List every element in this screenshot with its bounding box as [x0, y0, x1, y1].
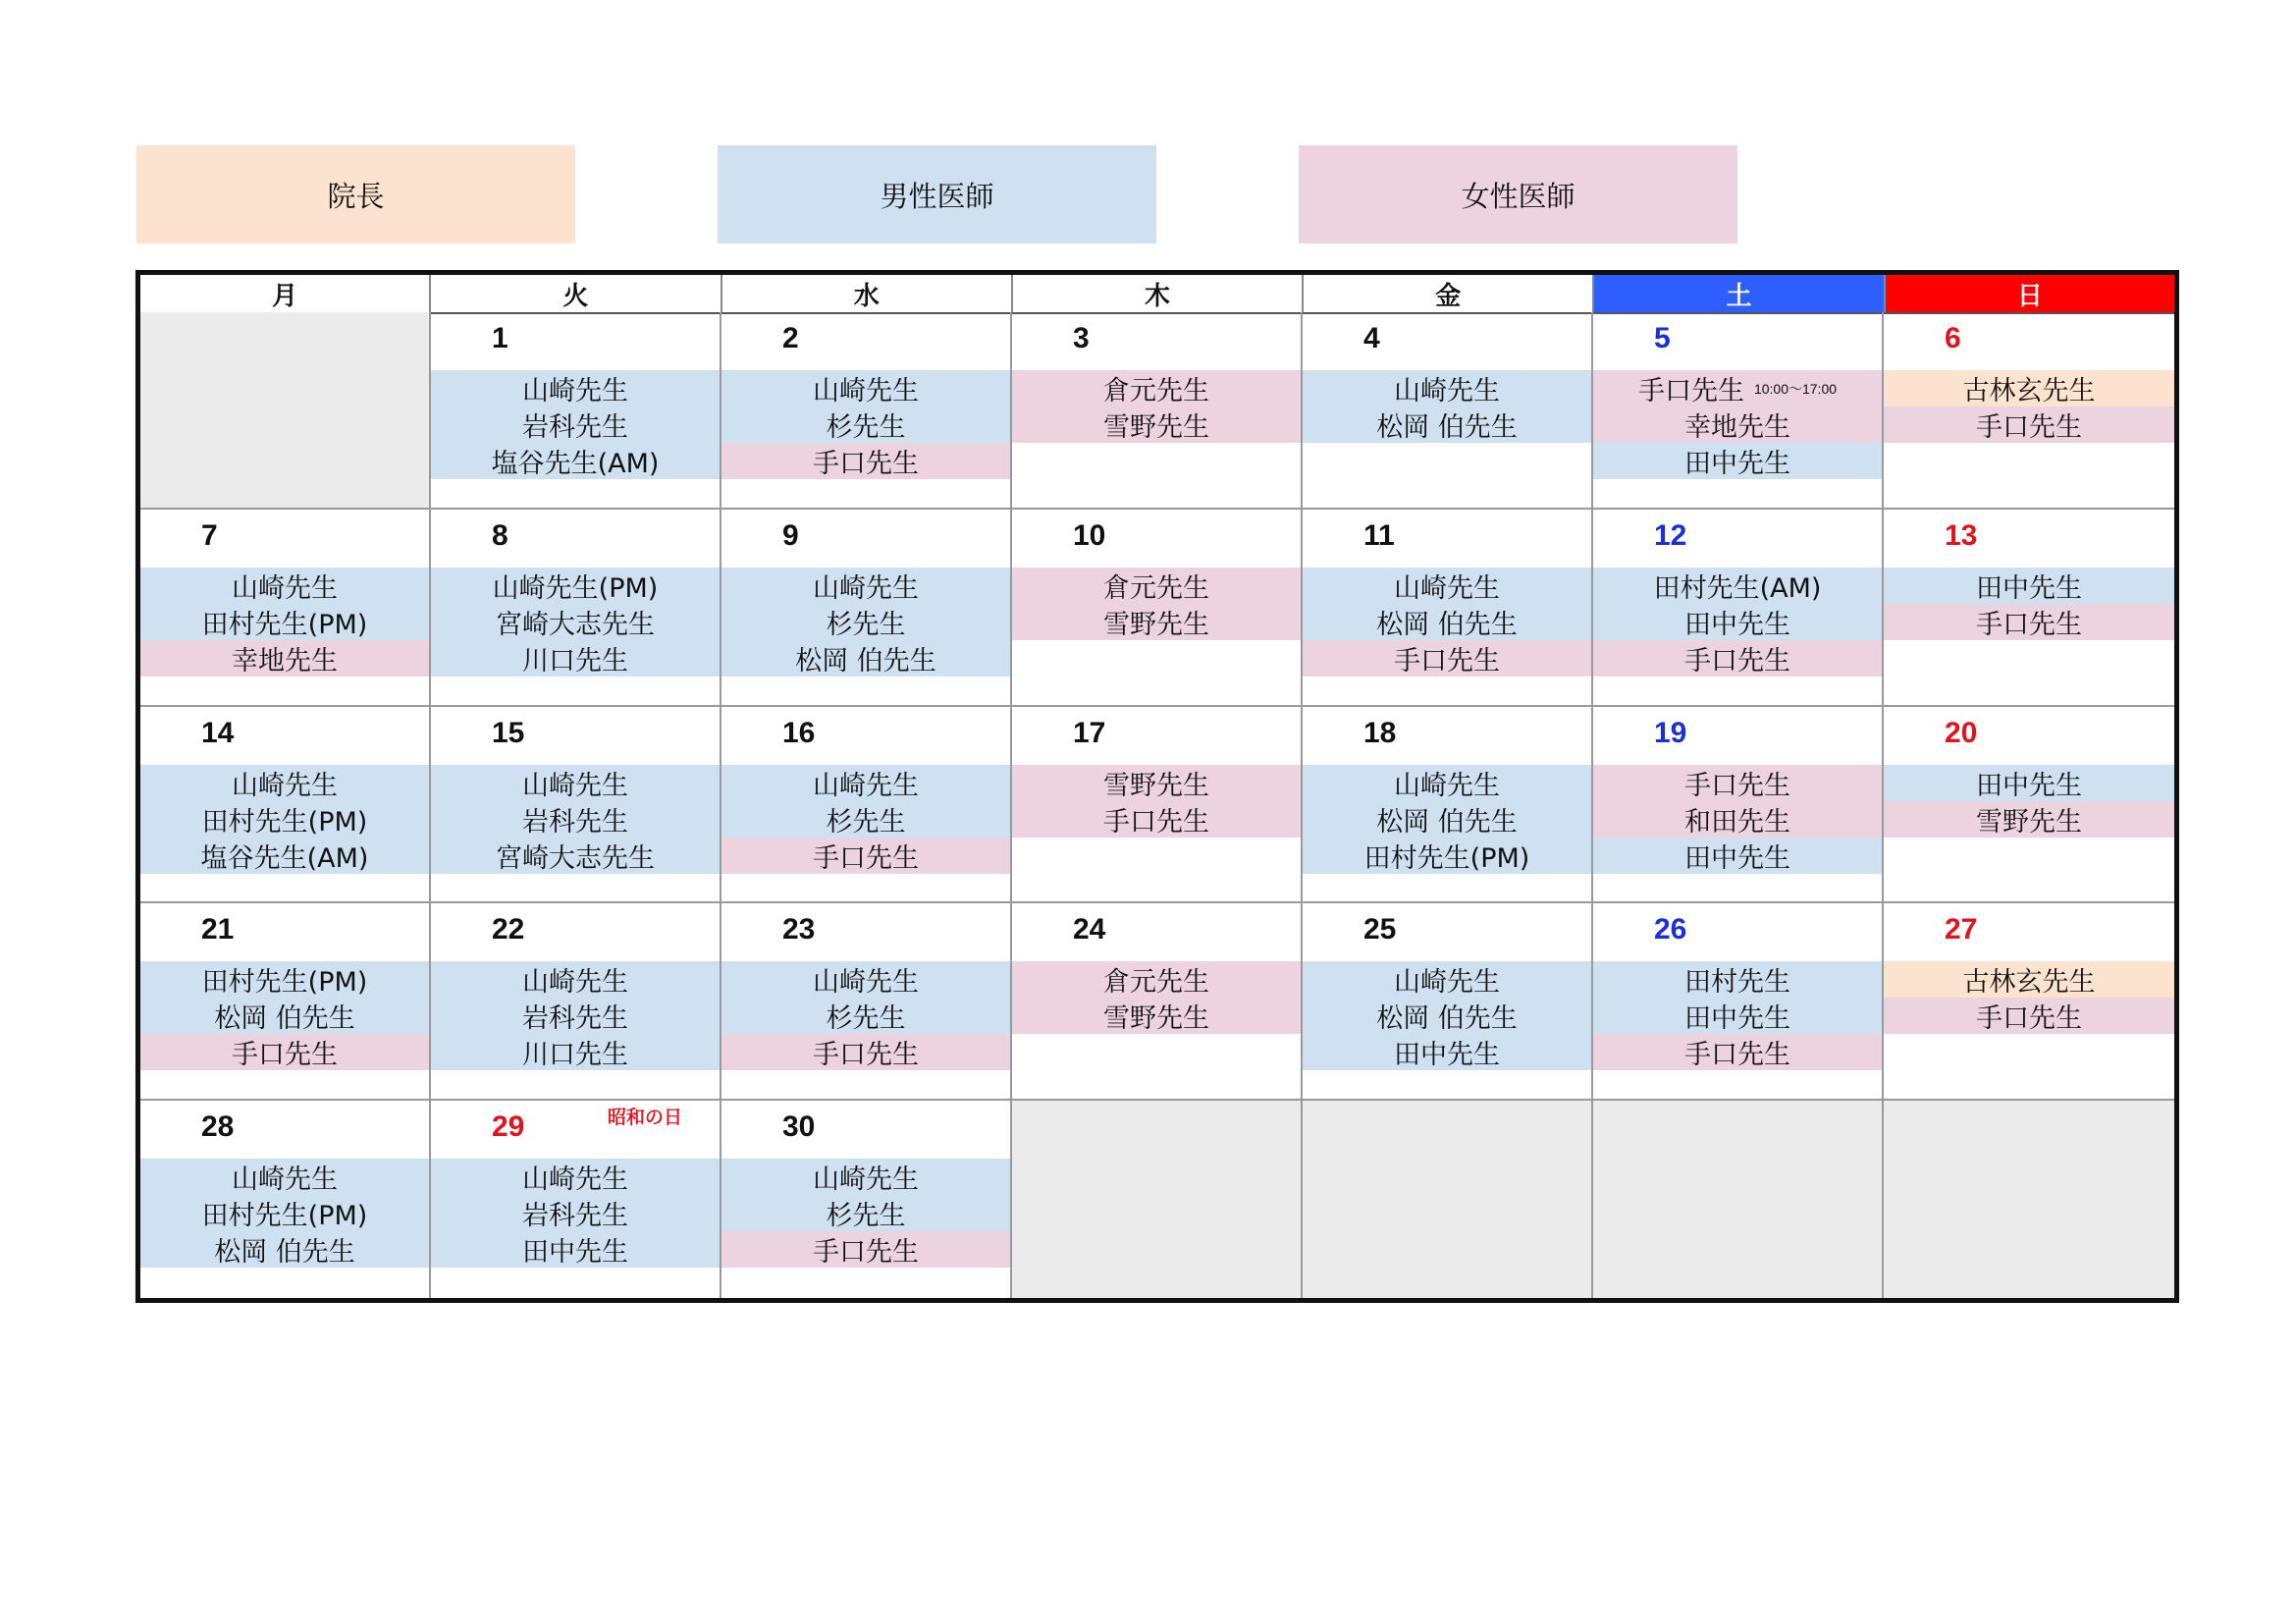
doctor-entry [431, 370, 720, 406]
doctor-name: 幸地先生 [232, 645, 338, 676]
doctor-name: 田村先生(PM) [201, 1201, 368, 1232]
doctor-entry [140, 1159, 429, 1195]
day-cell [1593, 707, 1884, 904]
day-cell [431, 1101, 721, 1298]
doctor-entry [1593, 1034, 1882, 1070]
doctor-entry [140, 568, 429, 604]
doctor-name: 手口先生 [1394, 645, 1500, 676]
doctor-name: 田村先生(PM) [201, 967, 368, 999]
doctor-name: 山崎先生 [522, 1164, 628, 1196]
doctor-name: 山崎先生 [232, 572, 338, 604]
doctor-name: 手口先生 [813, 842, 919, 874]
day-cell [1303, 312, 1593, 510]
doctor-entry [1303, 1034, 1591, 1070]
doctor-entry [140, 998, 429, 1034]
day-cell [140, 510, 431, 707]
weekday-fri: 金 [1304, 275, 1594, 312]
day-cell [1884, 510, 2174, 707]
day-number: 18 [1363, 716, 1397, 749]
doctor-name: 山崎先生 [1394, 572, 1500, 604]
doctor-entry [721, 1034, 1010, 1070]
doctor-name: 松岡 伯先生 [1376, 1003, 1518, 1035]
day-cell [1593, 510, 1884, 707]
doctor-name: 宮崎大志先生 [496, 842, 655, 874]
day-number: 6 [1945, 322, 1961, 354]
hours-note: 10:00～17:00 [1753, 380, 1838, 397]
doctor-name: 雪野先生 [1976, 806, 2082, 838]
day-cell [1884, 707, 2174, 904]
doctor-list [721, 765, 1010, 874]
doctor-name: 杉先生 [826, 1003, 906, 1035]
doctor-name: 山崎先生 [232, 1164, 338, 1196]
empty-day-cell [140, 312, 431, 510]
doctor-entry [140, 961, 429, 998]
doctor-entry [1012, 370, 1301, 406]
doctor-name: 山崎先生 [1394, 967, 1500, 999]
doctor-name: 雪野先生 [1103, 412, 1209, 443]
doctor-list [1593, 961, 1882, 1070]
doctor-entry [1884, 765, 2174, 801]
day-cell [1303, 510, 1593, 707]
doctor-name: 手口先生 [813, 449, 919, 479]
doctor-name: 田村先生(PM) [1363, 842, 1530, 874]
weekday-tue: 火 [431, 275, 721, 312]
doctor-entry [721, 801, 1010, 838]
doctor-list [1303, 370, 1591, 443]
doctor-name: 松岡 伯先生 [1376, 806, 1518, 838]
doctor-entry [431, 998, 720, 1034]
weekday-sun: 日 [1886, 275, 2174, 312]
day-cell [1884, 903, 2174, 1101]
doctor-entry [1303, 640, 1591, 676]
doctor-list [1303, 568, 1591, 676]
doctor-name: 岩科先生 [522, 806, 628, 838]
empty-day-cell [1884, 1101, 2174, 1298]
day-number: 28 [201, 1110, 235, 1144]
day-number: 11 [1363, 518, 1395, 552]
day-cell [721, 707, 1012, 904]
doctor-name: 田村先生(PM) [201, 609, 368, 640]
doctor-name: 山崎先生 [522, 376, 628, 406]
day-number: 26 [1654, 913, 1687, 947]
doctor-entry [1593, 765, 1882, 801]
day-number: 19 [1654, 716, 1687, 749]
doctor-list [431, 370, 720, 479]
doctor-entry [1884, 568, 2174, 604]
doctor-list [140, 961, 429, 1070]
doctor-list [431, 765, 720, 874]
doctor-name: 雪野先生 [1103, 770, 1209, 801]
doctor-list [140, 1159, 429, 1268]
doctor-list [431, 961, 720, 1070]
day-cell [1884, 312, 2174, 510]
doctor-entry [1593, 568, 1882, 604]
doctor-entry [1593, 801, 1882, 838]
day-cell [1012, 312, 1303, 510]
doctor-name: 杉先生 [826, 1201, 906, 1232]
doctor-entry [1884, 370, 2174, 406]
doctor-entry [1303, 961, 1591, 998]
doctor-entry [431, 568, 720, 604]
doctor-name: 山崎先生 [1394, 770, 1500, 801]
doctor-entry [140, 838, 429, 874]
day-cell [1593, 903, 1884, 1101]
doctor-name: 手口先生 [1684, 1040, 1790, 1071]
doctor-entry [721, 604, 1010, 640]
doctor-list [431, 1159, 720, 1268]
doctor-entry [1303, 998, 1591, 1034]
doctor-entry [721, 1195, 1010, 1231]
doctor-name: 宮崎大志先生 [496, 609, 655, 640]
doctor-entry [431, 765, 720, 801]
doctor-entry [1593, 640, 1882, 676]
empty-day-cell [1593, 1101, 1884, 1298]
doctor-list [721, 568, 1010, 676]
doctor-name: 松岡 伯先生 [214, 1237, 355, 1269]
day-number: 17 [1073, 716, 1106, 749]
holiday-label: 昭和の日 [608, 1107, 683, 1129]
day-number: 10 [1073, 518, 1106, 552]
day-cell [431, 510, 721, 707]
doctor-entry [721, 370, 1010, 406]
doctor-name: 杉先生 [826, 412, 906, 443]
doctor-name: 松岡 伯先生 [795, 645, 936, 676]
day-cell [431, 312, 721, 510]
doctor-entry [431, 406, 720, 443]
doctor-name: 田中先生 [1684, 609, 1790, 640]
doctor-list [431, 568, 720, 676]
doctor-entry [1593, 838, 1882, 874]
empty-day-cell [1303, 1101, 1593, 1298]
doctor-entry [140, 1195, 429, 1231]
weekday-mon: 月 [140, 275, 431, 312]
doctor-entry [721, 568, 1010, 604]
doctor-entry [721, 838, 1010, 874]
doctor-entry [140, 801, 429, 838]
day-cell [1593, 312, 1884, 510]
doctor-name: 山崎先生 [813, 967, 919, 999]
doctor-entry [1593, 406, 1882, 443]
doctor-name: 山崎先生 [522, 770, 628, 801]
doctor-name: 田村先生 [1684, 967, 1790, 999]
day-cell [431, 903, 721, 1101]
doctor-entry [721, 443, 1010, 479]
doctor-name: 田中先生 [1976, 572, 2082, 604]
doctor-name: 田村先生(AM) [1653, 572, 1822, 604]
doctor-list [1012, 765, 1301, 838]
day-number: 22 [492, 913, 525, 947]
calendar-grid [140, 312, 2174, 1298]
doctor-entry [431, 961, 720, 998]
doctor-entry [431, 801, 720, 838]
doctor-entry [1012, 568, 1301, 604]
doctor-list [1593, 370, 1882, 479]
legend-label: 女性医師 [1461, 179, 1575, 213]
empty-day-cell [1012, 1101, 1303, 1298]
doctor-entry [431, 1195, 720, 1231]
doctor-entry [721, 998, 1010, 1034]
doctor-list [721, 1159, 1010, 1268]
doctor-name: 雪野先生 [1103, 1003, 1209, 1035]
doctor-entry [140, 1231, 429, 1268]
doctor-entry [1303, 568, 1591, 604]
doctor-name: 山崎先生 [232, 770, 338, 801]
day-number: 30 [782, 1110, 816, 1144]
doctor-name: 田中先生 [522, 1237, 628, 1269]
weekday-sat: 土 [1594, 275, 1885, 312]
day-number: 25 [1363, 913, 1397, 947]
doctor-name: 田中先生 [1684, 449, 1790, 479]
doctor-entry [1884, 961, 2174, 998]
doctor-entry [721, 640, 1010, 676]
day-number: 21 [201, 913, 235, 947]
doctor-entry [721, 1231, 1010, 1268]
doctor-list [1884, 568, 2174, 640]
doctor-name: 手口先生 [1976, 1003, 2082, 1035]
day-number: 9 [782, 518, 799, 552]
day-number: 5 [1654, 322, 1671, 354]
doctor-list [1593, 568, 1882, 676]
day-cell [1303, 903, 1593, 1101]
doctor-entry [140, 640, 429, 676]
day-number: 14 [201, 716, 235, 749]
doctor-entry [431, 1159, 720, 1195]
doctor-name: 倉元先生 [1103, 376, 1209, 406]
day-cell [721, 1101, 1012, 1298]
doctor-name: 古林玄先生 [1962, 967, 2096, 999]
day-number: 7 [201, 518, 218, 552]
doctor-name: 田中先生 [1976, 770, 2082, 801]
doctor-entry [1884, 998, 2174, 1034]
doctor-name: 雪野先生 [1103, 609, 1209, 640]
doctor-name: 手口先生 [1684, 645, 1790, 676]
doctor-entry [431, 1231, 720, 1268]
doctor-name: 手口先生 [1976, 412, 2082, 443]
doctor-list [721, 961, 1010, 1070]
doctor-name: 杉先生 [826, 609, 906, 640]
doctor-name: 松岡 伯先生 [1376, 412, 1518, 443]
doctor-list [1303, 961, 1591, 1070]
day-cell [140, 903, 431, 1101]
doctor-name: 手口先生 [1103, 806, 1209, 838]
doctor-entry [1593, 604, 1882, 640]
day-number: 29 [492, 1110, 525, 1144]
doctor-name: 杉先生 [826, 806, 906, 838]
doctor-entry [1012, 604, 1301, 640]
doctor-name: 山崎先生 [813, 572, 919, 604]
doctor-entry [140, 765, 429, 801]
day-number: 4 [1363, 322, 1380, 354]
doctor-name: 川口先生 [522, 1040, 628, 1071]
day-number: 2 [782, 322, 799, 354]
doctor-list [1884, 765, 2174, 838]
doctor-entry [1012, 765, 1301, 801]
doctor-name: 田中先生 [1394, 1040, 1500, 1071]
doctor-list [140, 568, 429, 676]
doctor-entry [1884, 406, 2174, 443]
doctor-name: 田中先生 [1684, 842, 1790, 874]
calendar [135, 270, 2179, 1303]
day-cell [1303, 707, 1593, 904]
legend-label: 男性医師 [880, 179, 994, 213]
doctor-name: 和田先生 [1684, 806, 1790, 838]
day-number: 8 [492, 518, 508, 552]
doctor-list [1012, 370, 1301, 443]
doctor-list [721, 370, 1010, 479]
doctor-name: 倉元先生 [1103, 572, 1209, 604]
doctor-list [1593, 765, 1882, 874]
day-number: 1 [492, 322, 508, 354]
doctor-entry [1012, 406, 1301, 443]
doctor-name: 田村先生(PM) [201, 806, 368, 838]
day-cell [140, 707, 431, 904]
doctor-entry [721, 961, 1010, 998]
doctor-entry [1012, 961, 1301, 998]
day-number: 15 [492, 716, 525, 749]
day-cell [721, 312, 1012, 510]
doctor-name: 倉元先生 [1103, 967, 1209, 999]
doctor-name: 岩科先生 [522, 1003, 628, 1035]
legend-director [136, 145, 575, 243]
legend-male-doctor [718, 145, 1156, 243]
doctor-name: 山崎先生(PM) [492, 572, 659, 604]
doctor-entry [1884, 801, 2174, 838]
doctor-name: 松岡 伯先生 [1376, 609, 1518, 640]
day-number: 12 [1654, 518, 1687, 552]
doctor-entry [721, 406, 1010, 443]
day-number: 3 [1073, 322, 1090, 354]
doctor-name: 塩谷先生(AM) [200, 842, 369, 874]
doctor-name: 山崎先生 [1394, 376, 1500, 406]
weekday-wed: 水 [722, 275, 1013, 312]
day-number: 13 [1945, 518, 1978, 552]
doctor-entry [721, 1159, 1010, 1195]
doctor-entry [1303, 370, 1591, 406]
doctor-list [1884, 961, 2174, 1034]
doctor-entry [431, 443, 720, 479]
doctor-name: 手口先生 [813, 1040, 919, 1071]
doctor-entry [1012, 998, 1301, 1034]
doctor-entry [431, 604, 720, 640]
day-number: 20 [1945, 716, 1978, 749]
day-cell [1012, 707, 1303, 904]
weekday-header [140, 275, 2174, 314]
doctor-name: 古林玄先生 [1962, 376, 2096, 406]
doctor-list [1012, 568, 1301, 640]
doctor-entry [1593, 370, 1882, 406]
doctor-name: 岩科先生 [522, 1201, 628, 1232]
doctor-name: 手口先生 [1637, 376, 1744, 406]
doctor-entry [1303, 801, 1591, 838]
legend-female-doctor [1299, 145, 1737, 243]
day-cell [431, 707, 721, 904]
doctor-name: 岩科先生 [522, 412, 628, 443]
doctor-entry [1303, 406, 1591, 443]
legend-label: 院長 [327, 179, 385, 213]
weekday-thu: 木 [1013, 275, 1304, 312]
doctor-name: 幸地先生 [1684, 412, 1790, 443]
doctor-entry [431, 640, 720, 676]
doctor-name: 手口先生 [1684, 770, 1790, 801]
doctor-list [1012, 961, 1301, 1034]
doctor-entry [1012, 801, 1301, 838]
doctor-entry [1303, 838, 1591, 874]
doctor-entry [1303, 765, 1591, 801]
day-cell [721, 510, 1012, 707]
doctor-name: 塩谷先生(AM) [491, 449, 660, 479]
day-cell [1012, 510, 1303, 707]
day-number: 16 [782, 716, 816, 749]
doctor-list [1884, 370, 2174, 443]
doctor-name: 山崎先生 [522, 967, 628, 999]
day-cell [1012, 903, 1303, 1101]
day-cell [140, 1101, 431, 1298]
doctor-entry [1303, 604, 1591, 640]
doctor-entry [140, 1034, 429, 1070]
day-number: 23 [782, 913, 816, 947]
doctor-entry [1593, 998, 1882, 1034]
doctor-name: 川口先生 [522, 645, 628, 676]
doctor-name: 松岡 伯先生 [214, 1003, 355, 1035]
doctor-list [140, 765, 429, 874]
doctor-entry [431, 838, 720, 874]
day-number: 24 [1073, 913, 1106, 947]
doctor-entry [721, 765, 1010, 801]
doctor-entry [431, 1034, 720, 1070]
doctor-entry [1593, 961, 1882, 998]
doctor-name: 田中先生 [1684, 1003, 1790, 1035]
doctor-name: 手口先生 [1976, 609, 2082, 640]
doctor-name: 山崎先生 [813, 376, 919, 406]
doctor-list [1303, 765, 1591, 874]
doctor-entry [1593, 443, 1882, 479]
doctor-name: 山崎先生 [813, 1164, 919, 1196]
doctor-entry [1884, 604, 2174, 640]
day-number: 27 [1945, 913, 1978, 947]
day-cell [721, 903, 1012, 1101]
doctor-name: 手口先生 [232, 1040, 338, 1071]
doctor-name: 手口先生 [813, 1237, 919, 1269]
doctor-entry [140, 604, 429, 640]
doctor-name: 山崎先生 [813, 770, 919, 801]
